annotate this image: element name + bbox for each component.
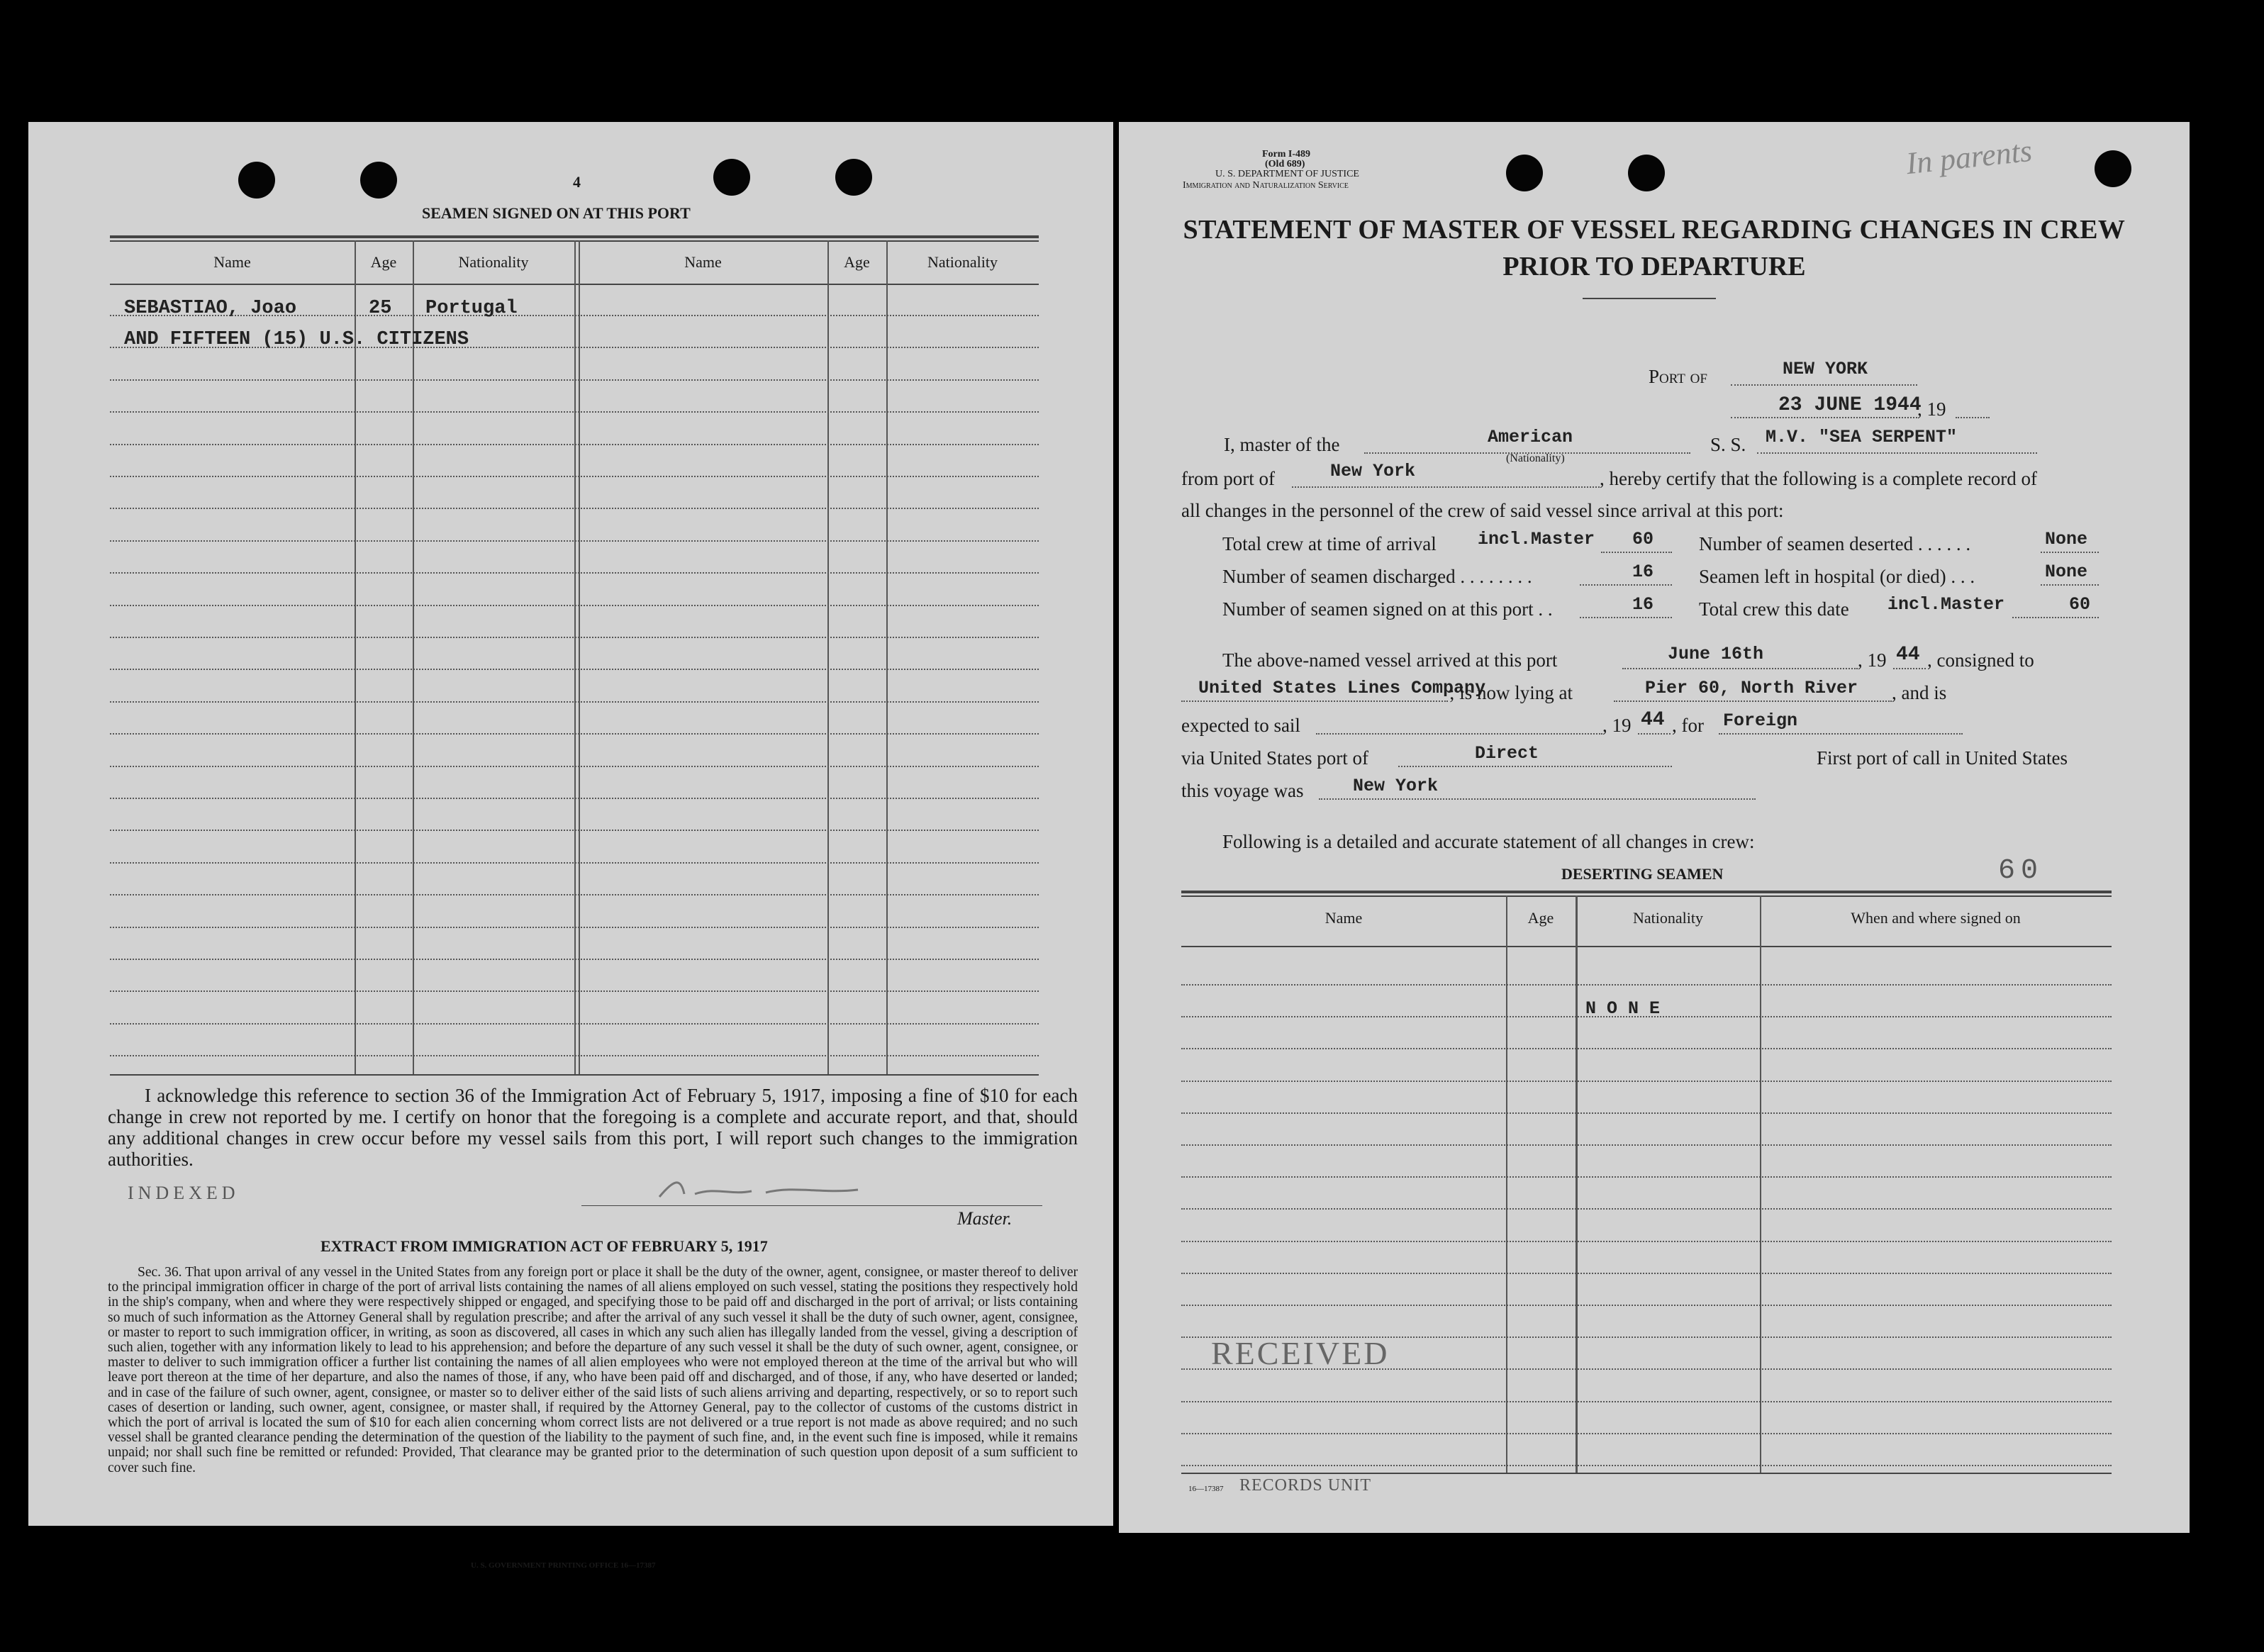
row-rule xyxy=(110,411,1039,413)
column-header-nationality: Nationality xyxy=(927,253,998,271)
and-is-label: , and is xyxy=(1892,682,1947,703)
consignee-value: United States Lines Company xyxy=(1198,678,1486,698)
row-rule xyxy=(1181,1305,2112,1306)
arrived-year-prefix: , 19 xyxy=(1858,649,1887,671)
signed-on-value: 16 xyxy=(1632,594,1654,615)
row-rule xyxy=(1181,1144,2112,1146)
deserted-label: Number of seamen deserted . . . . . . xyxy=(1699,533,1971,554)
row-rule xyxy=(110,1055,1039,1056)
column-header-age: Age xyxy=(370,253,397,271)
punch-hole xyxy=(238,162,275,199)
row-rule xyxy=(110,444,1039,445)
records-stamp: RECORDS UNIT xyxy=(1239,1476,1372,1495)
row-rule xyxy=(110,927,1039,928)
row-rule xyxy=(110,862,1039,864)
column-header-nationality: Nationality xyxy=(1633,909,1703,927)
column-header-signed-on: When and where signed on xyxy=(1851,909,2021,927)
punch-hole xyxy=(2095,150,2131,187)
total-arrival-note: incl.Master xyxy=(1478,529,1595,549)
row-rule xyxy=(110,1023,1039,1025)
ss-label: S. S. xyxy=(1710,434,1746,455)
vessel-value: M.V. "SEA SERPENT" xyxy=(1766,427,1958,447)
row-rule xyxy=(110,766,1039,767)
total-arrival-value: 60 xyxy=(1632,529,1654,549)
sail-year: 44 xyxy=(1641,709,1665,731)
via-label: via United States port of xyxy=(1181,747,1368,769)
acknowledgement-text: I acknowledge this reference to section 36 of the Immigration Act of February 5, 1917, imposing a fine of $10 for each change in crew not reported by me. I certify on honor that the foregoing is a complete and accurate report, and that, should any additional changes in crew occur before my vessel sails from this port, I will report such changes to the immigration authorities. xyxy=(108,1085,1078,1170)
signed-on-label: Number of seamen signed on at this port . . xyxy=(1222,598,1553,620)
row-rule xyxy=(110,733,1039,735)
nationality-value: American xyxy=(1488,427,1573,447)
row-rule xyxy=(110,798,1039,799)
punch-hole xyxy=(713,159,750,196)
via-port-value: Direct xyxy=(1475,743,1539,764)
table-row-name: SEBASTIAO, Joao xyxy=(124,298,297,319)
received-stamp: RECEIVED xyxy=(1211,1335,1390,1371)
from-port-label: from port of xyxy=(1181,468,1275,489)
printing-office: U. S. GOVERNMENT PRINTING OFFICE 16—17387 xyxy=(471,1561,656,1570)
master-signature xyxy=(652,1173,865,1204)
first-port-value: New York xyxy=(1353,776,1439,796)
department: U. S. DEPARTMENT OF JUSTICE xyxy=(1215,169,1359,179)
punch-hole xyxy=(1628,155,1665,191)
lying-label: ; is now lying at xyxy=(1449,682,1573,703)
deserting-title: DESERTING SEAMEN xyxy=(1561,865,1724,883)
service: Immigration and Naturalization Service xyxy=(1183,180,1349,191)
port-value: NEW YORK xyxy=(1783,359,1868,379)
lying-at-value: Pier 60, North River xyxy=(1645,678,1858,698)
row-rule xyxy=(110,990,1039,992)
deserting-entry: N O N E xyxy=(1585,998,1661,1019)
discharged-label: Number of seamen discharged . . . . . . . . xyxy=(1222,566,1532,587)
row-rule xyxy=(1181,1273,2112,1274)
row-rule xyxy=(110,379,1039,381)
column-header-nationality: Nationality xyxy=(458,253,529,271)
all-changes-text: all changes in the personnel of the crew of said vessel since arrival at this port: xyxy=(1181,500,1784,521)
row-rule xyxy=(1181,1048,2112,1049)
hospital-value: None xyxy=(2045,562,2088,582)
from-port-value: New York xyxy=(1330,461,1416,481)
column-header-name: Name xyxy=(1325,909,1363,927)
row-rule xyxy=(110,669,1039,670)
destination-value: Foreign xyxy=(1723,710,1798,731)
row-rule xyxy=(1181,1241,2112,1242)
hospital-label: Seamen left in hospital (or died) . . . xyxy=(1699,566,1975,587)
master-of-label: I, master of the xyxy=(1224,434,1340,455)
port-label: Port of xyxy=(1649,366,1707,387)
row-rule xyxy=(110,830,1039,831)
row-rule xyxy=(110,894,1039,895)
total-date-value: 60 xyxy=(2069,594,2091,615)
row-rule xyxy=(110,508,1039,509)
sail-year-prefix: , 19 xyxy=(1602,715,1632,736)
deserted-value: None xyxy=(2045,529,2088,549)
row-rule xyxy=(1181,1433,2112,1434)
row-rule xyxy=(1181,1208,2112,1210)
row-rule xyxy=(1181,1176,2112,1178)
consigned-label: , consigned to xyxy=(1927,649,2034,671)
row-rule xyxy=(1181,1401,2112,1402)
nationality-caption: (Nationality) xyxy=(1506,452,1565,464)
table-row-age: 25 xyxy=(369,298,392,319)
column-header-name: Name xyxy=(213,253,251,271)
master-label: Master. xyxy=(957,1208,1013,1229)
section-title: SEAMEN SIGNED ON AT THIS PORT xyxy=(422,204,691,222)
form-title: STATEMENT OF MASTER OF VESSEL REGARDING CHANGES IN CREW xyxy=(1183,215,2126,245)
row-rule xyxy=(110,701,1039,703)
certify-text: , hereby certify that the following is a complete record of xyxy=(1600,468,2038,489)
right-page xyxy=(1119,122,2190,1533)
form-number: Form I-489 xyxy=(1262,149,1311,160)
extract-title: EXTRACT FROM IMMIGRATION ACT OF FEBRUARY 5, 1917 xyxy=(320,1237,768,1255)
punch-hole xyxy=(835,159,872,196)
first-port-label: First port of call in United States xyxy=(1817,747,2068,769)
row-rule xyxy=(110,540,1039,542)
for-label: , for xyxy=(1672,715,1704,736)
row-rule xyxy=(1181,1112,2112,1114)
arrived-year: 44 xyxy=(1896,644,1920,666)
handwritten-note: In parents xyxy=(1904,133,2034,182)
arrived-date: June 16th xyxy=(1668,644,1764,664)
table-row-nationality: Portugal xyxy=(425,298,518,319)
row-rule xyxy=(110,605,1039,606)
row-rule xyxy=(110,959,1039,960)
form-old: (Old 689) xyxy=(1265,159,1305,169)
deserting-mark: 60 xyxy=(1998,855,2044,887)
total-date-label: Total crew this date xyxy=(1699,598,1849,620)
row-rule xyxy=(1181,1081,2112,1082)
page-number: 4 xyxy=(573,173,581,191)
voyage-label: this voyage was xyxy=(1181,780,1304,801)
row-rule xyxy=(1181,1465,2112,1466)
column-header-age: Age xyxy=(1527,909,1554,927)
column-header-name: Name xyxy=(684,253,722,271)
indexed-stamp: INDEXED xyxy=(128,1183,240,1203)
punch-hole xyxy=(1506,155,1543,191)
table-row-name: AND FIFTEEN (15) U.S. CITIZENS xyxy=(124,329,469,350)
date-suffix: , 19 xyxy=(1917,398,1946,420)
expected-label: expected to sail xyxy=(1181,715,1300,736)
row-rule xyxy=(110,637,1039,638)
punch-hole xyxy=(360,162,397,199)
row-rule xyxy=(110,476,1039,477)
extract-text: Sec. 36. That upon arrival of any vessel in the United States from any foreign port or place it shall be the duty of the owner, agent, consignee, or master thereof to deliver to the principal immigration officer in charge of the port of arrival lists containing the names of all aliens employed on such vessel, stating the positions they respectively hold in the ship's company, when and where they were respectively shipped or engaged, and specifying those to be paid off and discharged in the port of arrival; or lists containing so much of such information as the Attorney General shall by regulation prescribe; and after the arrival of any such vessel it shall be the duty of such owner, agent, consignee, or master to report to such immigration officer, in writing, as soon as discovered, all cases in which any such alien has illegally landed from the vessel, giving a description of such alien, together with any information likely to lead to his apprehension; and before the departure of any such vessel it shall be the duty of such owner, agent, consignee, or master to deliver to such immigration officer a further list containing the names of all alien employees who were not employed thereon at the time of the arrival but who will leave port thereon at the time of her departure, and also the names of those, if any, who have been paid off and discharged, and of those, if any, who have deserted or landed; and in case of the failure of such owner, agent, consignee, or master so to deliver either of the said lists of such aliens arriving and departing, respectively, or so to report such cases of desertion or landing, such owner, agent, consignee, or master shall, if required by the Attorney General, pay to the collector of customs of the customs district in which the port of arrival is located the sum of $10 for each alien concerning whom correct lists are not delivered or a true report is not made as above required; and no such vessel shall be granted clearance pending the determination of the question of the liability to the payment of such fine, and, in the event such fine is imposed, while it remains unpaid; nor shall such fine be remitted or refunded: Provided, That clearance may be granted prior to the determination of such question upon deposit of a sum sufficient to cover such fine. xyxy=(108,1265,1078,1475)
total-date-note: incl.Master xyxy=(1887,594,2005,615)
form-subtitle: PRIOR TO DEPARTURE xyxy=(1502,252,1806,281)
date-value: 23 JUNE 1944 xyxy=(1778,394,1922,416)
discharged-value: 16 xyxy=(1632,562,1654,582)
column-header-age: Age xyxy=(844,253,870,271)
arrived-label: The above-named vessel arrived at this port xyxy=(1222,649,1558,671)
bottom-code: 16—17387 xyxy=(1188,1485,1224,1493)
left-page xyxy=(28,122,1113,1570)
following-text: Following is a detailed and accurate statement of all changes in crew: xyxy=(1222,831,1755,852)
row-rule xyxy=(110,572,1039,574)
row-rule xyxy=(1181,984,2112,986)
total-arrival-label: Total crew at time of arrival xyxy=(1222,533,1437,554)
